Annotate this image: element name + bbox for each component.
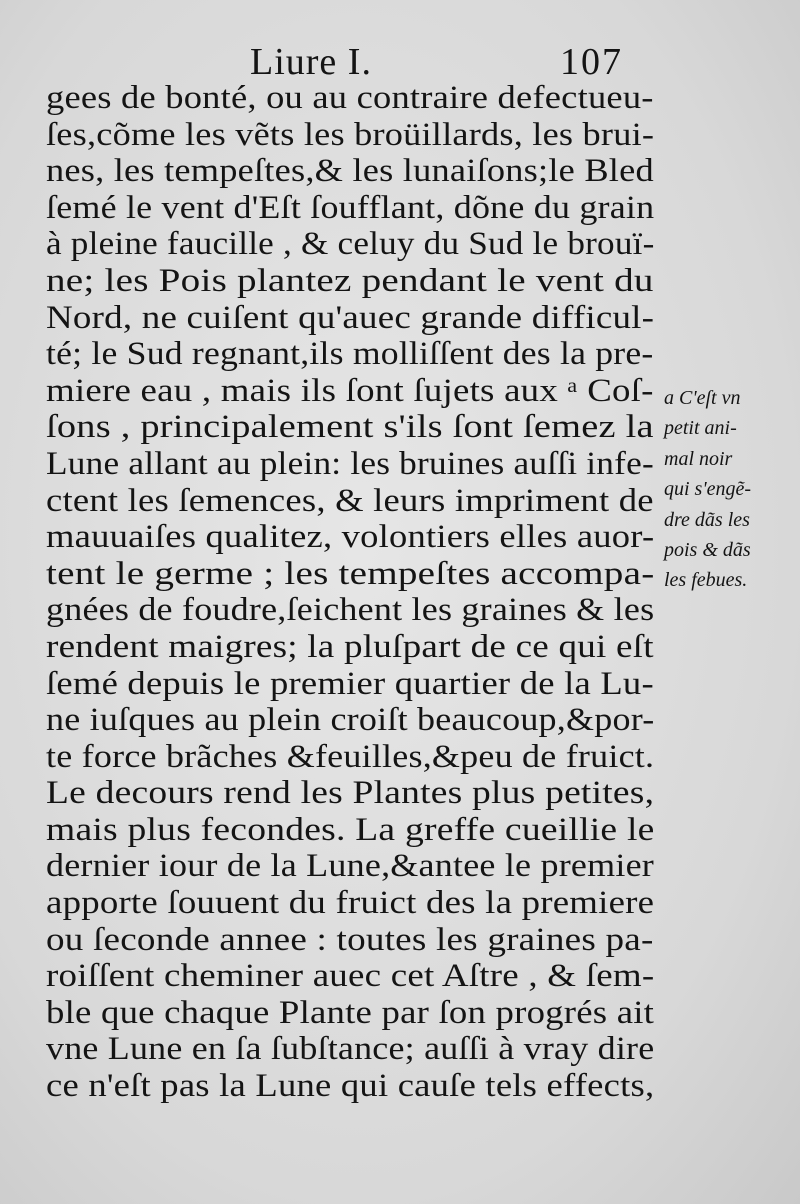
text-line: ſes,cõme les vẽts les broüillards, les brui- (46, 116, 655, 153)
marginal-note-line: mal noir (664, 447, 733, 470)
marginal-note-line: dre dãs les (664, 508, 750, 531)
text-line: nes, les tempeſtes,& les lunaiſons;le Bled (46, 153, 654, 190)
text-line: mais plus fecondes. La greffe cueillie le (46, 811, 655, 848)
running-head: Liure I. (250, 41, 372, 83)
text-line: mauuaiſes qualitez, volontiers elles auor- (46, 519, 655, 556)
marginal-note-line: les febues. (664, 569, 748, 592)
marginal-note-line: qui s'engẽ- (664, 478, 752, 501)
text-line: roiſſent cheminer auec cet Aſtre , & ſem- (46, 958, 655, 995)
text-line: miere eau , mais ils ſont ſujets aux ᵃ Coſ- (46, 372, 654, 409)
text-line: tent le germe ; les tempeſtes accompa- (46, 555, 655, 592)
text-line: té; le Sud regnant,ils molliſſent des la pre- (46, 336, 654, 373)
text-line: gees de bonté, ou au contraire defectueu- (46, 80, 654, 116)
text-line: à pleine faucille , & celuy du Sud le brouï- (46, 226, 655, 263)
page-number: 107 (560, 41, 623, 83)
text-line: ſemé depuis le premier quartier de la Lu- (46, 665, 654, 702)
text-line: Nord, ne cuiſent qu'auec grande difficul- (46, 299, 655, 336)
text-line: dernier iour de la Lune,&antee le premier (46, 848, 655, 885)
text-line: ſemé le vent d'Eſt ſoufflant, dõne du grain (46, 189, 655, 226)
text-line: ctent les ſemences, & leurs impriment de (46, 482, 654, 519)
marginal-note-line: petit ani- (664, 417, 737, 440)
marginal-note-line: a C'eſt vn (664, 387, 741, 409)
main-text-block (46, 80, 656, 1105)
text-line: Lune allant au plein: les bruines auſſi infe- (46, 445, 654, 482)
text-line: ne; les Pois plantez pendant le vent du (46, 262, 654, 299)
text-line: ce n'eſt pas la Lune qui cauſe tels effects, (46, 1068, 655, 1105)
marginal-note (664, 383, 794, 596)
text-line: gnées de foudre,ſeichent les graines & les (46, 592, 655, 629)
text-line: apporte ſouuent du fruict des la premiere (46, 885, 655, 922)
text-line: ſons , principalement s'ils ſont ſemez la (46, 409, 654, 446)
text-line: Le decours rend les Plantes plus petites, (46, 775, 655, 812)
text-line: ble que chaque Plante par ſon progrés ait (46, 994, 655, 1031)
text-line: rendent maigres; la pluſpart de ce qui eſt (46, 628, 654, 665)
marginal-note-line: pois & dãs (664, 538, 751, 561)
text-line: vne Lune en ſa ſubſtance; auſſi à vray dire (46, 1031, 655, 1068)
text-line: ou ſeconde annee : toutes les graines pa- (46, 921, 654, 958)
text-line: te force brãches &feuilles,&peu de fruict. (46, 738, 655, 775)
text-line: ne iuſques au plein croiſt beaucoup,&por- (46, 702, 655, 739)
